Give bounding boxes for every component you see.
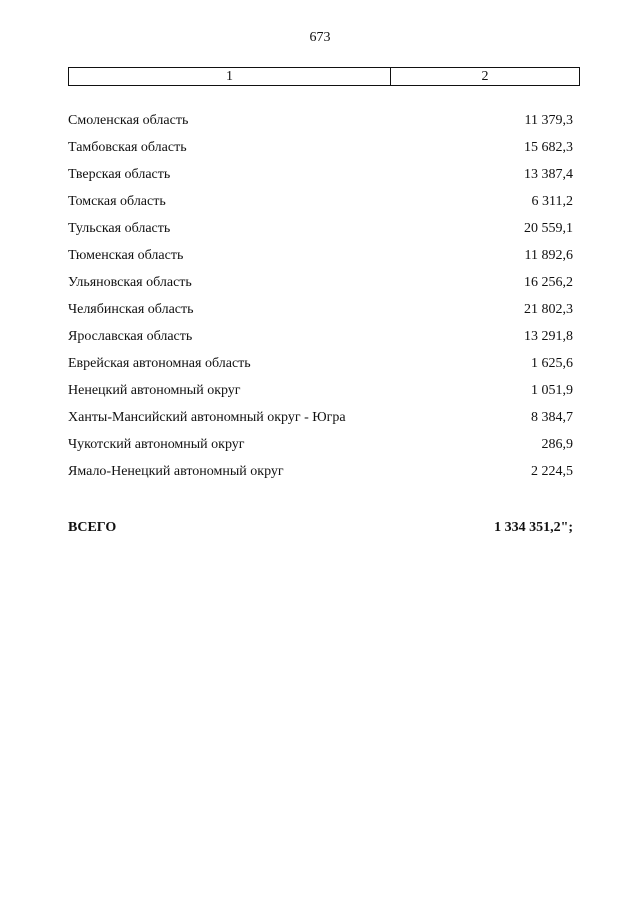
region-value: 21 802,3 — [524, 302, 573, 317]
region-value: 1 625,6 — [531, 356, 573, 371]
region-value: 1 051,9 — [531, 383, 573, 398]
region-list — [68, 111, 573, 489]
table-row — [68, 354, 573, 381]
total-value: 1 334 351,2"; — [494, 520, 573, 535]
region-name: Еврейская автономная область — [68, 356, 251, 371]
region-name: Ямало-Ненецкий автономный округ — [68, 464, 284, 479]
region-value: 20 559,1 — [524, 221, 573, 236]
region-value: 13 387,4 — [524, 167, 573, 182]
region-value: 2 224,5 — [531, 464, 573, 479]
table-row — [68, 192, 573, 219]
region-name: Чукотский автономный округ — [68, 437, 245, 452]
region-name: Ульяновская область — [68, 275, 192, 290]
page-number: 673 — [309, 30, 331, 45]
table-row — [68, 219, 573, 246]
table-row — [68, 246, 573, 273]
region-value: 8 384,7 — [531, 410, 573, 425]
region-name: Ярославская область — [68, 329, 193, 344]
region-name: Тверская область — [68, 167, 171, 182]
table-row — [68, 462, 573, 489]
region-name: Ханты-Мансийский автономный округ - Югра — [68, 410, 346, 425]
region-value: 11 892,6 — [524, 248, 573, 263]
region-value: 16 256,2 — [524, 275, 573, 290]
region-value: 6 311,2 — [531, 194, 573, 209]
table-row — [68, 165, 573, 192]
table-row — [68, 327, 573, 354]
region-name: Челябинская область — [68, 302, 194, 317]
region-name: Томская область — [68, 194, 166, 209]
table-row — [68, 111, 573, 138]
total-row — [68, 518, 573, 538]
region-name: Смоленская область — [68, 113, 189, 128]
region-value: 15 682,3 — [524, 140, 573, 155]
column-header-table — [68, 67, 580, 86]
table-row — [68, 381, 573, 408]
column-header-2: 2 — [481, 68, 489, 84]
table-row — [68, 273, 573, 300]
column-header-1: 1 — [69, 68, 391, 85]
table-row — [68, 408, 573, 435]
region-name: Тульская область — [68, 221, 171, 236]
region-name: Тюменская область — [68, 248, 184, 263]
region-name: Ненецкий автономный округ — [68, 383, 241, 398]
region-name: Тамбовская область — [68, 140, 187, 155]
region-value: 286,9 — [541, 437, 573, 452]
region-value: 11 379,3 — [524, 113, 573, 128]
table-row — [68, 435, 573, 462]
total-label: ВСЕГО — [68, 520, 117, 535]
table-row — [68, 300, 573, 327]
region-value: 13 291,8 — [524, 329, 573, 344]
table-row — [68, 138, 573, 165]
